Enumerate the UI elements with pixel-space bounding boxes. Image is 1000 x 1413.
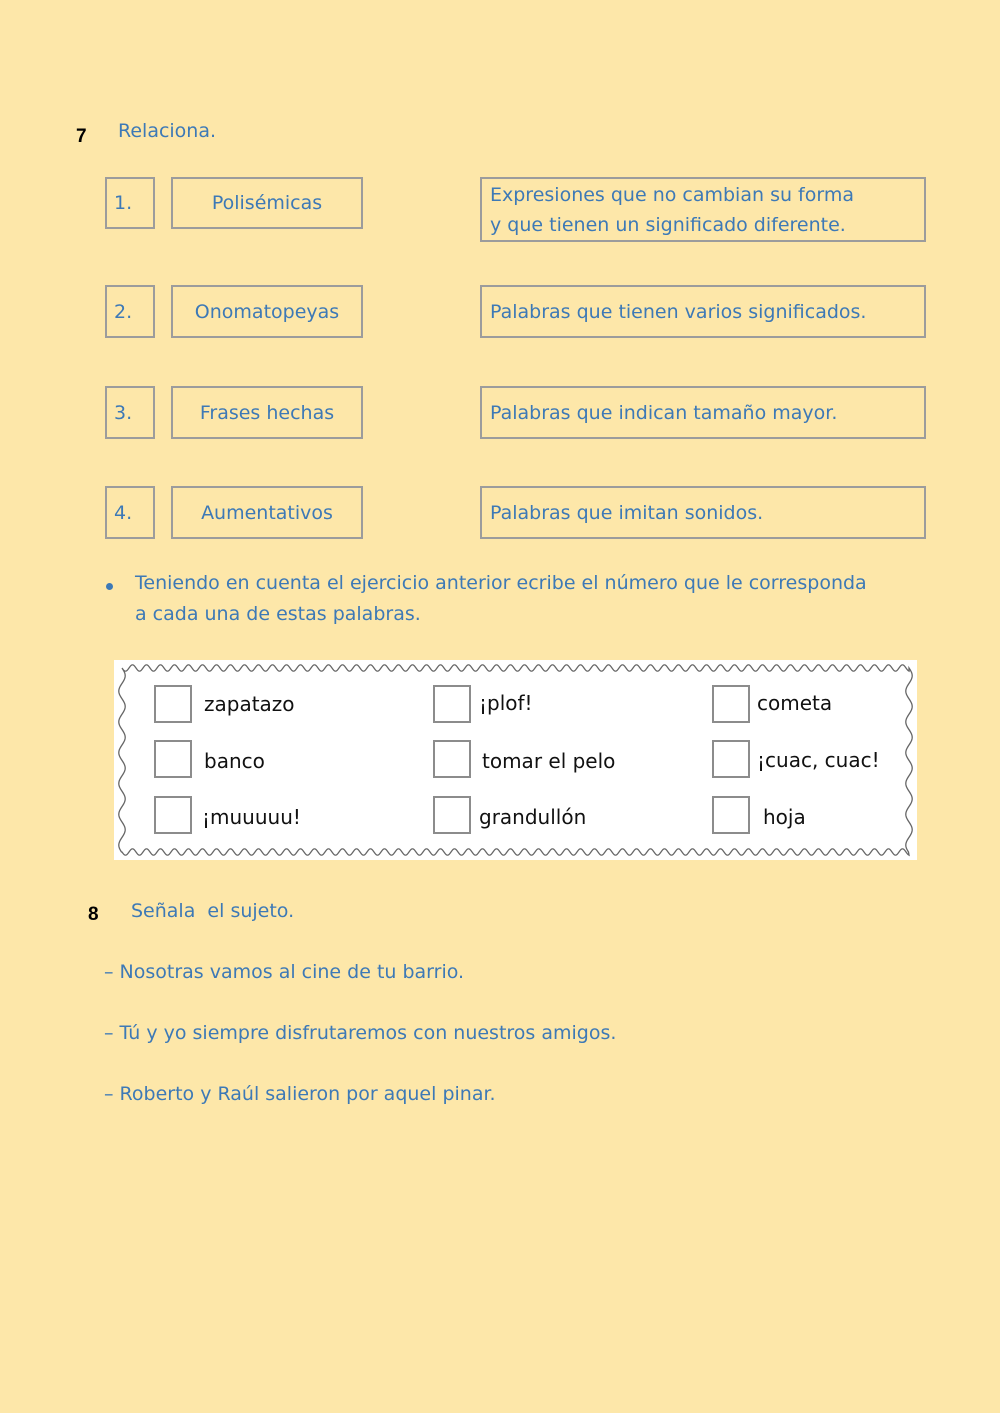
item-number: 4. — [114, 501, 133, 524]
item-number-box — [105, 486, 155, 539]
bullet-text-line-1: Teniendo en cuenta el ejercicio anterior ecribe el número que le corresponda — [135, 572, 867, 594]
word-panel — [114, 660, 917, 860]
answer-checkbox[interactable] — [154, 796, 192, 834]
word-label: hoja — [763, 805, 806, 829]
item-number: 3. — [114, 401, 133, 424]
item-number-box — [105, 285, 155, 338]
definition-line: Palabras que tienen varios significados. — [490, 300, 867, 323]
word-label: tomar el pelo — [482, 749, 616, 773]
term-label: Frases hechas — [199, 401, 335, 424]
sentence-line[interactable]: – Tú y yo siempre disfrutaremos con nuestros amigos. — [104, 1022, 617, 1044]
exercise-8-instruction: Señala el sujeto. — [131, 900, 295, 922]
sentence-line[interactable]: – Nosotras vamos al cine de tu barrio. — [104, 961, 465, 983]
exercise-7-instruction: Relaciona. — [118, 120, 217, 142]
definition-box[interactable] — [480, 486, 926, 539]
definition-line: Expresiones que no cambian su forma — [490, 183, 854, 206]
answer-checkbox[interactable] — [154, 685, 192, 723]
exercise-7-number: 7 — [76, 126, 87, 147]
answer-checkbox[interactable] — [154, 740, 192, 778]
item-number: 1. — [114, 192, 133, 214]
word-label: banco — [204, 749, 265, 773]
definition-box[interactable] — [480, 285, 926, 338]
bullet-icon — [106, 583, 113, 590]
word-label: cometa — [757, 691, 833, 715]
bullet-text-line-2: a cada una de estas palabras. — [135, 603, 421, 625]
term-label: Aumentativos — [201, 501, 333, 524]
item-number: 2. — [114, 300, 133, 323]
exercise-8-number: 8 — [88, 904, 99, 925]
definition-line: Palabras que imitan sonidos. — [490, 501, 764, 524]
term-box[interactable] — [171, 386, 363, 439]
answer-checkbox[interactable] — [433, 740, 471, 778]
answer-checkbox[interactable] — [433, 685, 471, 723]
answer-checkbox[interactable] — [712, 685, 750, 723]
item-number-box — [105, 386, 155, 439]
term-box[interactable] — [171, 177, 363, 229]
answer-checkbox[interactable] — [712, 796, 750, 834]
definition-box[interactable] — [480, 386, 926, 439]
answer-checkbox[interactable] — [712, 740, 750, 778]
answer-checkbox[interactable] — [433, 796, 471, 834]
term-box[interactable] — [171, 285, 363, 338]
definition-box[interactable] — [480, 177, 926, 242]
word-label: ¡cuac, cuac! — [757, 748, 880, 772]
word-label: ¡plof! — [479, 691, 533, 715]
definition-line: y que tienen un significado diferente. — [490, 213, 846, 236]
definition-line: Palabras que indican tamaño mayor. — [490, 401, 838, 424]
item-number-box — [105, 177, 155, 229]
word-label: grandullón — [479, 805, 587, 829]
sentence-line[interactable]: – Roberto y Raúl salieron por aquel pinar. — [104, 1083, 496, 1105]
term-label: Onomatopeyas — [194, 300, 340, 323]
word-label: ¡muuuuu! — [202, 805, 301, 829]
term-box[interactable] — [171, 486, 363, 539]
word-label: zapatazo — [204, 692, 295, 716]
term-label: Polisémicas — [211, 192, 323, 214]
